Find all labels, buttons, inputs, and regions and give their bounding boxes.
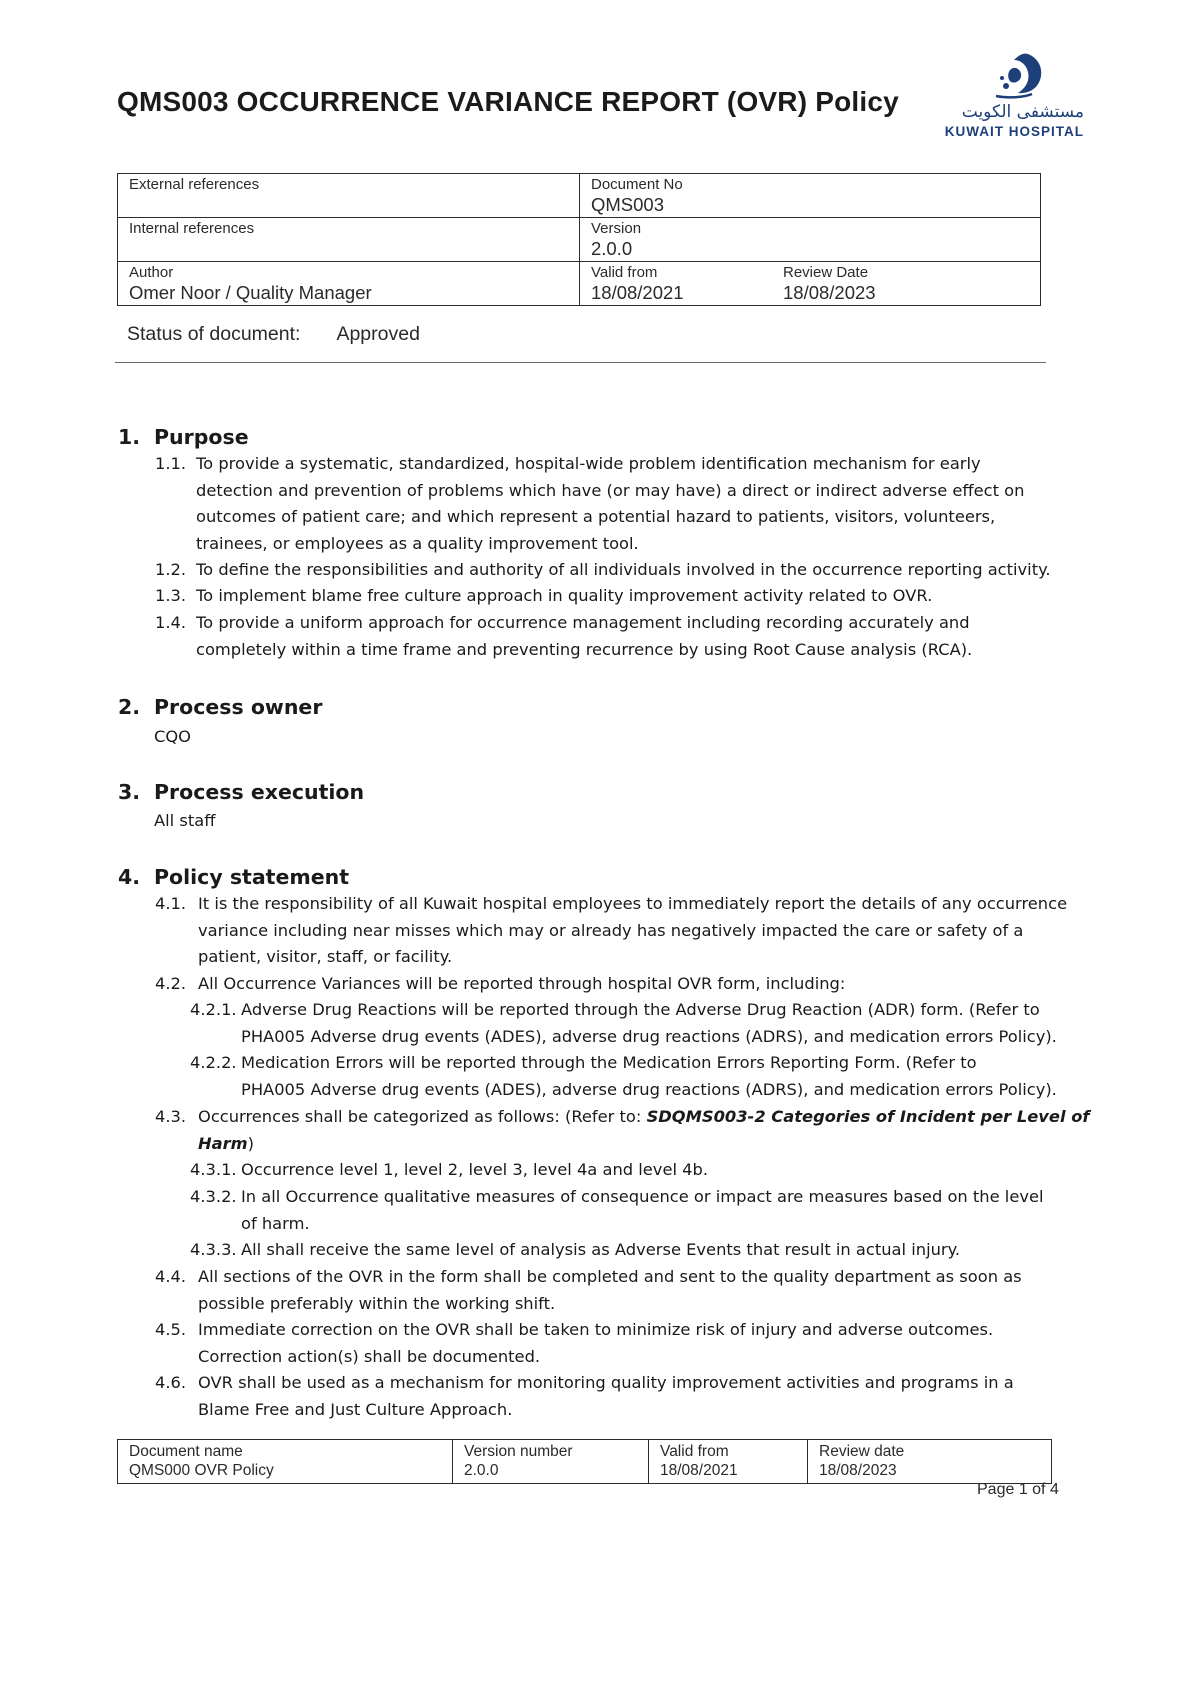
footer-review-date-label: Review date bbox=[819, 1443, 905, 1460]
item-text: All Occurrence Variances will be reported through hospital OVR form, including: bbox=[198, 974, 846, 993]
footer-version-label: Version number bbox=[464, 1443, 573, 1460]
item-text: ) bbox=[247, 1133, 254, 1153]
footer-document-name-cell bbox=[118, 1440, 453, 1484]
review-date-label: Review Date bbox=[783, 264, 869, 281]
footer-table bbox=[117, 1439, 1052, 1484]
item-text: Occurrence level 1, level 2, level 3, level 4a and level 4b. bbox=[241, 1160, 709, 1179]
item-text: of harm. bbox=[241, 1213, 310, 1233]
section-title: Policy statement bbox=[154, 865, 350, 889]
section-title: Process execution bbox=[154, 780, 365, 804]
item-number: 1.1. bbox=[155, 454, 187, 473]
item-number: 4.3.3. bbox=[190, 1240, 237, 1259]
footer-review-date-value: 18/08/2023 bbox=[819, 1462, 897, 1479]
document-status bbox=[127, 323, 420, 346]
item-number: 4.2.1. bbox=[190, 1000, 237, 1019]
status-value: Approved bbox=[336, 323, 420, 345]
reference-text: SDQMS003-2 Categories of Incident per Level of bbox=[646, 1107, 1090, 1126]
item-number: 1.4. bbox=[155, 613, 187, 632]
item-number: 4.3.2. bbox=[190, 1187, 237, 1206]
item-number: 4.5. bbox=[155, 1320, 187, 1339]
item-number: 1.2. bbox=[155, 560, 187, 579]
item-text: outcomes of patient care; and which represent a potential hazard to patients, visitors, volunteers, bbox=[196, 507, 996, 526]
item-text: patient, visitor, staff, or facility. bbox=[198, 947, 453, 966]
reference-text: Harm bbox=[198, 1133, 248, 1153]
internal-references-cell bbox=[118, 218, 580, 262]
item-text: detection and prevention of problems which have (or may have) a direct or indirect adverse effect on bbox=[196, 480, 1025, 500]
document-no-cell bbox=[580, 174, 1041, 218]
logo-english-text: KUWAIT HOSPITAL bbox=[944, 124, 1084, 139]
section-number: 1. bbox=[118, 425, 141, 449]
item-text: trainees, or employees as a quality improvement tool. bbox=[196, 533, 639, 553]
item-text: Immediate correction on the OVR shall be taken to minimize risk of injury and adverse outcomes. bbox=[198, 1320, 994, 1339]
item-text: PHA005 Adverse drug events (ADES), adverse drug reactions (ADRS), and medication errors Policy). bbox=[241, 1079, 1057, 1099]
item-number: 4.3.1. bbox=[190, 1160, 237, 1179]
valid-from-value: 18/08/2021 bbox=[591, 282, 684, 303]
item-text: In all Occurrence qualitative measures of consequence or impact are measures based on the level bbox=[241, 1187, 1044, 1206]
logo-arabic-text: مستشفى الكويت bbox=[961, 102, 1084, 122]
footer-version-cell bbox=[453, 1440, 649, 1484]
item-text: possible preferably within the working shift. bbox=[198, 1293, 556, 1313]
item-text: To define the responsibilities and authority of all individuals involved in the occurrence reporting activity. bbox=[196, 560, 1051, 579]
author-label: Author bbox=[129, 264, 174, 281]
item-text: Medication Errors will be reported through the Medication Errors Reporting Form. (Refer to bbox=[241, 1053, 977, 1072]
item-number: 4.2.2. bbox=[190, 1053, 237, 1072]
item-number: 4.1. bbox=[155, 894, 187, 913]
item-number: 1.3. bbox=[155, 586, 187, 605]
item-text: All sections of the OVR in the form shall be completed and sent to the quality department as soon as bbox=[198, 1267, 1022, 1286]
external-references-cell bbox=[118, 174, 580, 218]
external-references-label: External references bbox=[129, 176, 260, 193]
item-text: To provide a uniform approach for occurrence management including recording accurately and bbox=[196, 613, 970, 632]
section-number: 4. bbox=[118, 865, 141, 889]
page-number: Page 1 of 4 bbox=[977, 1481, 1059, 1498]
version-label: Version bbox=[591, 220, 642, 237]
footer-version-value: 2.0.0 bbox=[464, 1462, 499, 1479]
section-title: Purpose bbox=[154, 425, 249, 449]
document-info-table bbox=[117, 173, 1041, 306]
review-date-value: 18/08/2023 bbox=[783, 282, 876, 303]
item-number: 4.4. bbox=[155, 1267, 187, 1286]
author-value: Omer Noor / Quality Manager bbox=[129, 282, 372, 303]
page-title: QMS003 OCCURRENCE VARIANCE REPORT (OVR) Policy bbox=[117, 86, 899, 117]
dates-cell bbox=[580, 262, 1041, 306]
internal-references-label: Internal references bbox=[129, 220, 255, 237]
document-no-value: QMS003 bbox=[591, 194, 665, 215]
item-text: All shall receive the same level of analysis as Adverse Events that result in actual injury. bbox=[241, 1240, 961, 1259]
footer-valid-from-label: Valid from bbox=[660, 1443, 729, 1460]
item-text: Adverse Drug Reactions will be reported through the Adverse Drug Reaction (ADR) form. (Refer to bbox=[241, 1000, 1040, 1019]
valid-from-label: Valid from bbox=[591, 264, 658, 281]
footer-valid-from-value: 18/08/2021 bbox=[660, 1462, 738, 1479]
item-number: 4.2. bbox=[155, 974, 187, 993]
item-text: OVR shall be used as a mechanism for monitoring quality improvement activities and programs in a bbox=[198, 1373, 1014, 1392]
version-cell bbox=[580, 218, 1041, 262]
item-text: To provide a systematic, standardized, hospital-wide problem identification mechanism for early bbox=[196, 454, 981, 473]
item-text: Blame Free and Just Culture Approach. bbox=[198, 1399, 513, 1419]
item-text: variance including near misses which may or already has negatively impacted the care or safety of a bbox=[198, 920, 1024, 940]
process-owner-text: CQO bbox=[154, 727, 191, 746]
item-number: 4.6. bbox=[155, 1373, 187, 1392]
section-number: 3. bbox=[118, 780, 141, 804]
section-number: 2. bbox=[118, 695, 141, 719]
item-text: It is the responsibility of all Kuwait hospital employees to immediately report the details of any occurrence bbox=[198, 894, 1068, 913]
item-text: To implement blame free culture approach in quality improvement activity related to OVR. bbox=[196, 586, 933, 605]
header-divider bbox=[115, 362, 1046, 363]
item-number: 4.3. bbox=[155, 1107, 187, 1126]
footer-document-name-value: QMS000 OVR Policy bbox=[129, 1462, 274, 1479]
footer-document-name-label: Document name bbox=[129, 1443, 243, 1460]
item-text: PHA005 Adverse drug events (ADES), adverse drug reactions (ADRS), and medication errors Policy). bbox=[241, 1026, 1057, 1046]
logo-emblem-icon bbox=[988, 50, 1050, 100]
footer-valid-from-cell bbox=[649, 1440, 808, 1484]
item-text: Correction action(s) shall be documented. bbox=[198, 1346, 541, 1366]
hospital-logo bbox=[940, 50, 1090, 140]
process-execution-text: All staff bbox=[154, 811, 216, 830]
author-cell bbox=[118, 262, 580, 306]
item-text: completely within a time frame and preventing recurrence by using Root Cause analysis (RCA). bbox=[196, 639, 973, 659]
status-label: Status of document: bbox=[127, 323, 301, 345]
item-text: Occurrences shall be categorized as follows: (Refer to: bbox=[198, 1107, 647, 1126]
section-title: Process owner bbox=[154, 695, 323, 719]
footer-review-date-cell bbox=[808, 1440, 1052, 1484]
document-no-label: Document No bbox=[591, 176, 683, 193]
version-value: 2.0.0 bbox=[591, 238, 633, 259]
